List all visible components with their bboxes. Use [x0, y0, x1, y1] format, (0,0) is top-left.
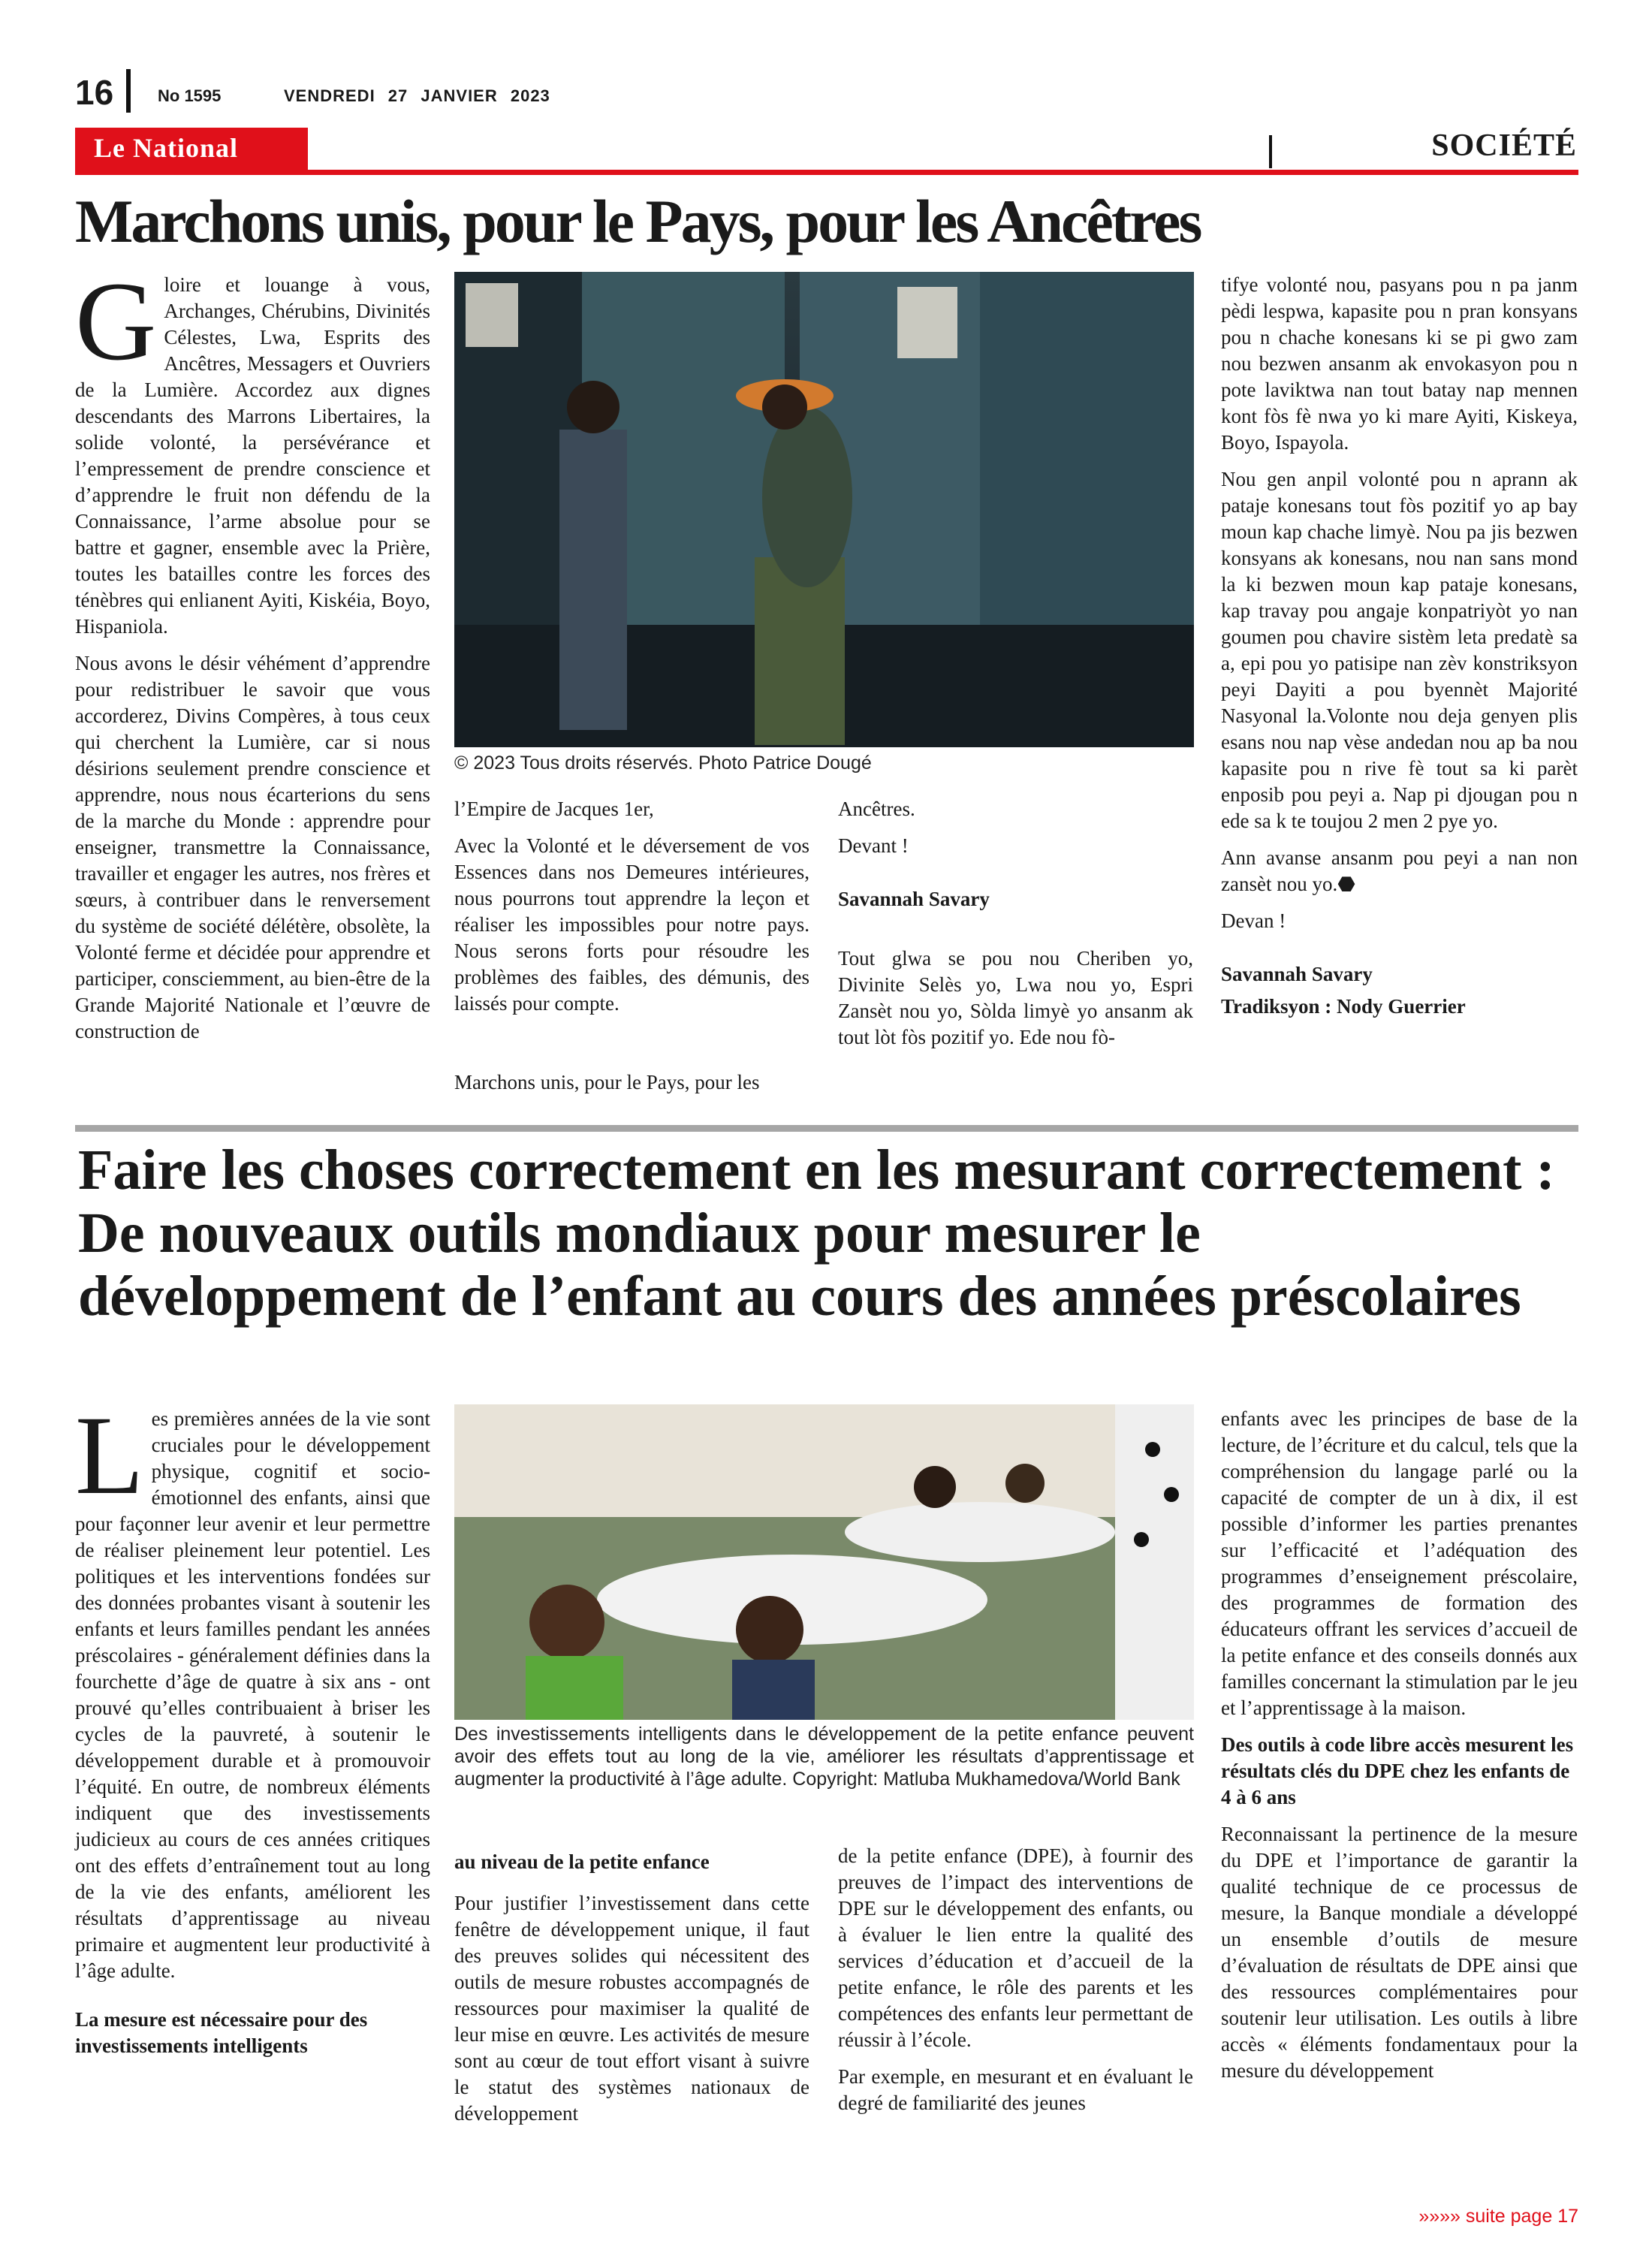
article1-dropcap: G	[75, 259, 157, 384]
section-name: SOCIÉTÉ	[1431, 128, 1577, 163]
continued-link[interactable]: »»»» suite page 17	[1418, 2206, 1578, 2227]
article1-paragraph: tifye volonté nou, pasyans pou n pa janm pèdi lespwa, kapasite pou n pran konsyans pou n chache konesans ki se pi gwo zam nou bezwen ansanm ak envokasyon pou n pote laviktwa nan tout batay nap mennen kont fòs fè nwa yo ki mare Ayiti, Kiskeya, Boyo, Ispayola.	[1221, 273, 1578, 454]
newspaper-brand: Le National	[94, 133, 239, 163]
article1-column-4	[1221, 272, 1578, 1030]
article2-paragraph: es premières années de la vie sont cruciales pour le développement physique, cognitif et socio-émotionnel des enfants, ainsi que pour façonner leur avenir et leur permettre de réaliser pleinement leur potentiel. Les politiques et les interventions fondées sur des données probantes visant à soutenir les enfants et leurs familles pendant les années préscolaires - généralement définies dans la fourchette d’âge de quatre à six ans - ont prouvé qu’elles contribuaient à briser les cycles de la pauvreté, à soutenir le développement durable et à promouvoir l’équité. En outre, de nombreux éléments indiquent que des investissements judicieux au cours de ces années critiques ont des effets d’entraînement tout au long de la vie des enfants, améliorent les résultats d’apprentissage au niveau primaire et augmentent leur productivité à l’âge adulte.	[75, 1407, 430, 1982]
article1-translator: Tradiksyon : Nody Guerrier	[1221, 995, 1466, 1018]
article1-paragraph: Nou gen anpil volonté pou n aprann ak pataje konesans tout fòs pozitif yo ap bay moun kap chache limyè. Nou pa jis bezwen konsyans ak konesans, nou nan sans mond la ki bezwen moun kap pataje konesans, kap travay pou angaje konpatriyòt yo nan goumen pou chavire sistèm leta predatè sa a, epi pou yo patisipe nan zèv konstriksyon peyi Dayiti a pou byennèt Majorité Nasyonal la.Volonte nou deja genyen plis esans nou nap vèse andedan nou ap ba nou kapasite pou n rive fè tout sa ki parèt enposib pou peyi a. Nap pi djougan pou n ede sa k te toujou 2 men 2 pye yo.	[1221, 468, 1578, 832]
article2-paragraph: Reconnaissant la pertinence de la mesure du DPE et l’importance de garantir la qualité technique de ce processus de mesure, la Banque mondiale a développé un ensemble d’outils de mesure d’évaluation de résultats de DPE ainsi que des ressources complémentaires pour soutenir leur utilisation. Les outils à libre accès « éléments fondamentaux pour la mesure du développement	[1221, 1823, 1578, 2082]
article2-subhead: La mesure est nécessaire pour des investissements intelligents	[75, 2008, 368, 2057]
article2-paragraph: enfants avec les principes de base de la lecture, de l’écriture et du calcul, tels que la compréhension du langage parlé ou la capacité de compter de un à dix, il est possible d’informer les parties prenantes sur l’efficacité et l’adéquation des programmes d’enseignement préscolaire, des programmes de formation des éducateurs offrant les services d’accueil de la petite enfance et des conseils donnés aux familles concernant la stimulation par le jeu et l’apprentissage à la maison.	[1221, 1407, 1578, 1719]
page-number: 16	[75, 73, 114, 112]
article2-column-4	[1221, 1406, 1578, 2095]
article1-paragraph: Avec la Volonté et le déversement de vos Essences dans nos Demeures intérieures, nous pourrons tout apprendre la leçon et réaliser les impossibles pour notre pays. Nous serons forts pour résoudre les problèmes des faibles, des démunis, des laissés pour compte.	[454, 834, 809, 1015]
article2-paragraph: Pour justifier l’investissement dans cette fenêtre de développement unique, il faut des preuves solides qui nécessitent des outils de mesure robustes accompagnés de ressources pour maximiser la qualité de leur mise en œuvre. Les activités de mesure sont au cœur de tout effort visant à suivre le statut des systèmes nationaux de développement	[454, 1892, 809, 2125]
article1-paragraph: l’Empire de Jacques 1er,	[454, 798, 654, 820]
end-mark-icon: ⬣	[1337, 873, 1355, 895]
article1-paragraph: Ancêtres.	[838, 798, 915, 820]
article1-paragraph: Ann avanse ansanm pou peyi a nan non zansèt nou yo.	[1221, 846, 1578, 895]
article2-column-3	[838, 1843, 1193, 2127]
article2-column-1	[75, 1393, 430, 2070]
article2-paragraph: Par exemple, en mesurant et en évaluant le degré de familiarité des jeunes	[838, 2065, 1193, 2114]
article1-paragraph: Nous avons le désir véhément d’apprendre pour redistribuer le savoir que vous accorderez, Divins Compères, à tous ceux qui cherchent la Lumière, car si nous désirions seulement prendre conscience et apprendre, nous nous écarterions du sens de la marche du Monde : apprendre pour enseigner, transmettre la Connaissance, travailler et engager les autres, nos frères et sœurs, à contribuer dans le renversement du système de société délétère, obsolète, la Volonté ferme et décidée pour apprendre et participer, consciemment, au bien-être de la Grande Majorité Nationale et l’œuvre de construction de	[75, 652, 430, 1042]
section-divider	[1269, 135, 1272, 168]
issue-date: VENDREDI 27 JANVIER 2023	[284, 86, 550, 105]
article2-subhead: au niveau de la petite enfance	[454, 1850, 710, 1873]
article2-dropcap: L	[75, 1393, 144, 1518]
street-scene-photo	[454, 272, 1194, 747]
article2-subhead: Des outils à code libre accès mesurent les résultats clés du DPE chez les enfants de 4 à 6 ans	[1221, 1733, 1574, 1808]
article2-photo	[454, 1404, 1194, 1720]
article1-headline: Marchons unis, pour le Pays, pour les Ancêtres	[75, 187, 1201, 255]
header-rule	[75, 170, 1578, 175]
article1-paragraph: loire et louange à vous, Archanges, Chérubins, Divinités Célestes, Lwa, Esprits des Ancêtres, Messagers et Ouvriers de la Lumière. Accordez aux dignes descendants des Marrons Libertaires, la solide volonté, la persévérance et l’empressement de prendre conscience et d’apprendre le fruit non défendu de la Connaissance, l’arme absolue pour se battre et gagner, ensemble avec la Prière, toutes les batailles contre les forces des ténèbres qui enlianent Ayiti, Kiskéia, Boyo, Hispaniola.	[75, 273, 430, 638]
issue-number: No 1595	[158, 86, 222, 105]
article1-byline: Savannah Savary	[1221, 963, 1373, 985]
article-divider	[75, 1125, 1578, 1132]
article1-column-1	[75, 259, 430, 1055]
article1-paragraph: Marchons unis, pour le Pays, pour les	[454, 1071, 760, 1093]
article2-headline: Faire les choses correctement en les mesurant correctement : De nouveaux outils mondiaux pour mesurer le développement de l’enfant au cours des années préscolaires	[78, 1139, 1555, 1328]
article1-column-2	[454, 796, 809, 1027]
article1-column-3	[838, 796, 1193, 1061]
article2-paragraph: de la petite enfance (DPE), à fournir des preuves de l’impact des interventions de DPE sur le développement des enfants, ou à évaluer le lien entre la qualité des services d’éducation et d’accueil de la petite enfance, le rôle des parents et les compétences des enfants leur permettant de réussir à l’école.	[838, 1844, 1193, 2051]
article2-photo-caption: Des investissements intelligents dans le développement de la petite enfance peuvent avoir des effets tout au long de la vie, améliorer les résultats d’apprentissage et augmenter la productivité à l’âge adulte. Copyright: Matluba Mukhamedova/World Bank	[454, 1724, 1194, 1790]
article1-photo-caption: © 2023 Tous droits réservés. Photo Patrice Dougé	[454, 753, 872, 774]
article1-paragraph: Devant !	[838, 834, 909, 857]
article2-column-2	[454, 1849, 809, 2137]
article1-paragraph: Devan !	[1221, 909, 1286, 932]
page-number-divider	[126, 69, 131, 113]
article1-byline: Savannah Savary	[838, 888, 990, 910]
classroom-photo	[454, 1404, 1194, 1720]
article1-paragraph: Tout glwa se pou nou Cheriben yo, Divinite Selès yo, Lwa nou yo, Espri Zansèt nou yo, Sòlda limyè yo ansanm ak tout lòt fòs pozitif yo. Ede nou fò-	[838, 947, 1193, 1048]
article1-photo	[454, 272, 1194, 747]
